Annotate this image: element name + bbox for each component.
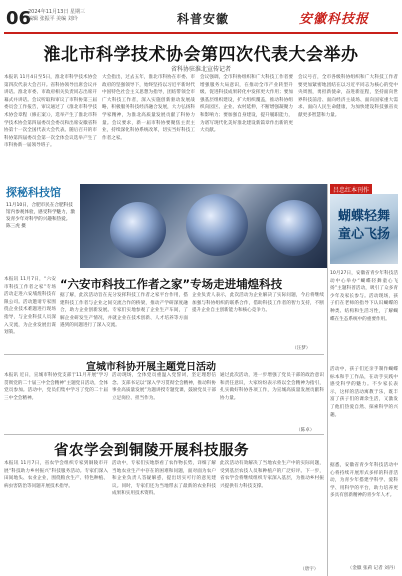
article-two-body-left: 本报讯 11月7日，“六安市科技工作者之家”专场活动走进六安埔煌科技有限公司。活动邀请专家围绕企业技术难题进行现场指导，与企业科技人员深入交流，为企业发展出谋划策。 [4,277,56,336]
article-three-body-left: 本报讯 近日，宣城市科协党支部于11月开展“学习贯彻党的二十届三中全会精神”主题党日活动，全体党员参加。活动中，党员们集中学习了党的二十届三中全会精神。 [4,373,108,401]
plasma-ball-3 [266,200,322,256]
science-museum-photo [80,184,328,268]
lead-source: 省科协驻淮北宣传记者 [170,66,231,73]
lead-col-3: 会议强调，全市科协组织和广大科技工作者要增强服务大局意识，在推动全市产业转型升级、促进科技成果转化中发挥更大作用；要加强基层组织建设，扩大组织覆盖，推动科协组织向园区、企业、农村延伸，不断增强凝聚力和影响力；要加强自身建设，提升履职能力，为谱写现代化美好淮北建设新篇章作出新的更大贡献。 [200,75,293,134]
date-editor-block [28,9,92,23]
page-number: 06 [6,8,32,29]
lead-headline: 淮北市科学技术协会第四次代表大会举办 [43,45,359,65]
sidebar-photo [330,194,398,264]
article-four-body-right: 此次活动有效解决了当地农业生产中的实际问题，受到基层农技人员和种植户的广泛好评。下一步，省农学会将继续组织专家深入基层，为推动乡村振兴提供有力科技支撑。 [220,461,324,489]
sidebar-divider [327,184,328,576]
article-four-headline: 省农学会到铜陵开展科技服务 [54,443,249,459]
photo-caption [6,202,76,258]
article-two-headline: “六安市科技工作者之家”专场走进埔煌科技 [60,277,283,291]
article-four-author: （唐宇） [300,567,319,572]
editor-line: 编辑 张振平 美编 刘玲 [28,16,78,22]
article-three-headline: 宣城市科协开展主题党日活动 [86,362,216,373]
plasma-ball-2 [186,194,248,256]
article-two-author: （汪梦） [292,346,311,351]
page-header [0,0,402,38]
sidebar-body-1: 10月27日，安徽省青少年科技活动中心举办“蝴蝶轻舞童心飞扬”主题科普活动，吸引了众多青少年及家长参与。活动现场，孩子们在老师的指导下认识蝴蝶的种类、结构和生活习性，了解蝴蝶在生态系统中的重要作用。 [330,271,398,322]
sidebar-tag: 吕忠红本刊作 [330,184,372,195]
photo-caption-text: 11月10日，合肥市民在合肥科技馆内参观体验，感受科学魅力，激发青少年对科学的兴趣和热爱。 [6,203,75,222]
sidebar-title-line-1: 蝴蝶轻舞 [337,209,390,224]
article-two-body-mid: 据了解，此次活动旨在充分发挥科技工作者之家平台作用，搭建科技工作者与企业之间交流合作的桥梁，推动产学研深度融合，助力企业创新发展。专家们实地参观了企业生产车间，了解企业研发生产情况，并就企业在技术创新、人才培养等方面遇到的问题进行了深入交流。 [60,293,188,329]
sidebar [330,184,398,576]
sidebar-body-2: 活动中，孩子们还亲手制作蝴蝶标本和手工作品，在动手实践中感受科学的魅力。不少家长表示，这样的活动寓教于乐，既丰富了孩子们的课余生活，又激发了他们热爱自然、探索科学的兴趣。 [330,367,398,418]
sidebar-title-line-2: 童心飞扬 [337,227,390,242]
lead-col-2: 大会指出，过去五年，淮北市科协在市委、市政府的坚强领导下，始终坚持以习近平新时代中国特色社会主义思想为指导，团结带领全市广大科技工作者，深入实施创新驱动发展战略，积极服务科技经济融合发展，大力弘扬科学家精神，为淮北高质量发展贡献了科协力量。会议要求，新一届市科协要聚焦主责主业，持续深化科协系统改革，切实当好科技工作者之家。 [102,75,195,141]
sidebar-body-3: 据悉，安徽省青少年科技活动中心将持续开展形式多样的科普活动，为青少年搭建学科学、爱科学、用科学的平台，助力培养更多具有创新精神的青少年人才。 [330,463,398,499]
lead-col-1: 本报讯 11月4日至5日，淮北市科学技术协会第四次代表大会召开。省科协领导出席会议并讲话。淮北市委、市政府相关负责同志出席开幕式并讲话。会议听取和审议了市科协第三届委员会工作报告，审议通过了《淮北市科学技术协会章程（修正案）》，选举产生了淮北市科学技术协会第四届委员会委员和出席安徽省科协第十一次全国代表大会代表。随后召开的市科协第四届委员会第一次全体会议选举产生了市科协新一届领导班子。 [4,75,97,149]
header-rule [4,32,398,34]
photo-caption-credit: 陈三虎 摄 [6,224,26,229]
article-three-author: （陈卓） [296,428,315,433]
date-line: 2024年11月13日 星期三 [28,9,86,15]
divider-1 [4,354,324,355]
section-name: 科普安徽 [176,12,229,26]
article-two-body-left-cont [4,324,56,352]
divider-2 [4,434,324,435]
sidebar-author: （金徽 张莉 记者 刘丹） [347,566,398,571]
lead-col-4: 会议号召，全市各级科协组织和广大科技工作者要更加紧密地团结在以习近平同志为核心的党中央周围，勇担新使命，奋进新征程，坚持面向世界科技前沿、面向经济主战场、面向国家重大需求、面向人民生命健康，为加快建设科技强省贡献更多智慧和力量。 [298,75,398,118]
photo-section-label: 探秘科技馆 [6,186,61,199]
article-four-body-left: 本报讯 11月7日，省农学会组织专家到铜陵市开展“科技助力乡村振兴”科技服务活动。专家们深入田间地头、农业企业，围绕粮食生产、特色种植、病虫害防治等问题开展技术指导。 [4,461,108,489]
article-three-body-right: 通过此次活动，进一步增强了党员干部的政治意识和责任意识，大家纷纷表示将以全会精神为指引，扎实做好科协各项工作，为宣城高质量发展贡献科协力量。 [220,373,324,401]
plasma-ball-1 [110,202,166,258]
article-three-body-mid: 活动现场，全体党员重温入党誓词，坚定理想信念。支部书记以“深入学习贯彻全会精神，推动科协事业高质量发展”为题讲授专题党课，鼓励党员干部立足岗位、担当作为。 [112,373,216,401]
masthead-logo: 安徽科技报 [299,12,370,27]
article-two-body-right: 企业负责人表示，此次活动为企业解决了实际问题，今后将继续加强与科协组织的联系合作，借助科技工作者的智力支持，不断提升企业自主创新能力和核心竞争力。 [192,293,324,314]
article-four-body-mid: 活动中，专家们实地察看了农作物长势，详细了解当地农业生产中存在的困难和问题，面对面为农户和企业负责人答疑解惑，提出切实可行的意见建议。同时，专家们还为当地带去了最新的农业科技成果和实用技术资料。 [112,461,216,497]
